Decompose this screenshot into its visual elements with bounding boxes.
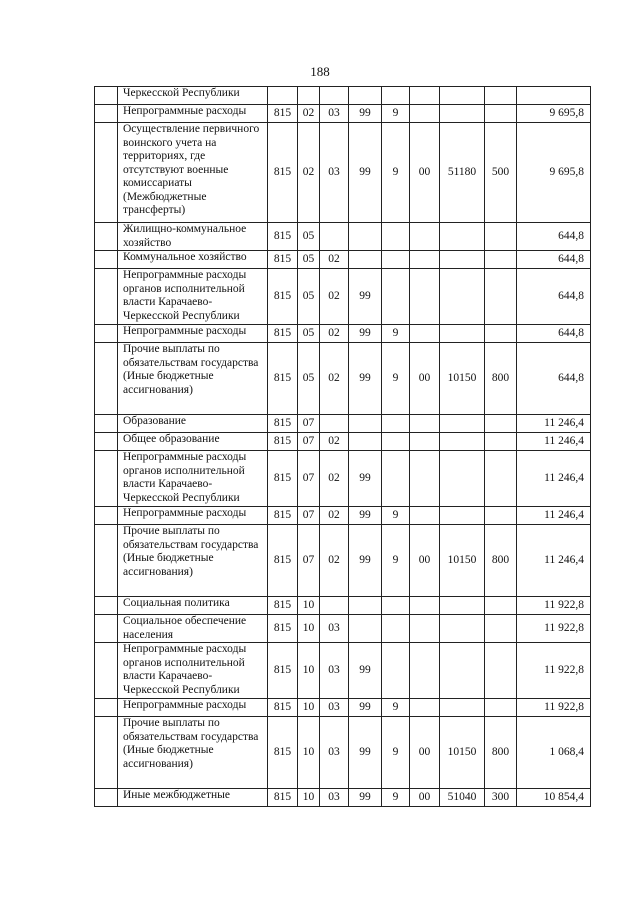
cell-napr [410, 251, 440, 269]
cell-name: Непрограммные расходы [118, 105, 268, 123]
cell-napr: 00 [410, 123, 440, 223]
cell-name: Общее образование [118, 433, 268, 451]
cell-prog [349, 615, 382, 643]
cell-napr: 00 [410, 343, 440, 415]
cell-prog: 99 [349, 325, 382, 343]
cell-rz: 10 [298, 597, 320, 615]
cell-name: Прочие выплаты по обязательствам государства (Иные бюджетные ассигнования) [118, 717, 268, 789]
cell-napr [410, 507, 440, 525]
cell-rz: 07 [298, 525, 320, 597]
cell-rz: 05 [298, 223, 320, 251]
cell-code: 10150 [440, 343, 485, 415]
cell-name: Непрограммные расходы органов исполнительной власти Карачаево-Черкесской Республики [118, 451, 268, 507]
cell-ved: 815 [268, 269, 298, 325]
table-row [95, 87, 591, 105]
cell-name: Образование [118, 415, 268, 433]
cell-code [440, 325, 485, 343]
row-gutter-cell [95, 105, 118, 123]
cell-ved: 815 [268, 415, 298, 433]
cell-subprog: 9 [382, 105, 410, 123]
cell-name: Непрограммные расходы [118, 699, 268, 717]
cell-sum [517, 87, 591, 105]
cell-rz: 10 [298, 643, 320, 699]
cell-pr: 03 [320, 123, 349, 223]
cell-code: 10150 [440, 525, 485, 597]
cell-prog [349, 597, 382, 615]
cell-pr: 03 [320, 105, 349, 123]
cell-pr [320, 223, 349, 251]
cell-rz: 10 [298, 717, 320, 789]
cell-subprog [382, 433, 410, 451]
cell-name: Жилищно-коммунальное хозяйство [118, 223, 268, 251]
row-gutter-cell [95, 789, 118, 807]
cell-subprog [382, 451, 410, 507]
cell-rz: 07 [298, 433, 320, 451]
cell-rz: 07 [298, 507, 320, 525]
cell-code [440, 433, 485, 451]
cell-subprog [382, 269, 410, 325]
cell-name: Непрограммные расходы [118, 507, 268, 525]
cell-ved: 815 [268, 105, 298, 123]
cell-vr [485, 415, 517, 433]
row-gutter-cell [95, 699, 118, 717]
cell-subprog: 9 [382, 325, 410, 343]
cell-subprog: 9 [382, 123, 410, 223]
cell-sum: 11 922,8 [517, 643, 591, 699]
cell-sum: 644,8 [517, 343, 591, 415]
cell-ved: 815 [268, 433, 298, 451]
cell-sum: 10 854,4 [517, 789, 591, 807]
cell-name: Социальное обеспечение населения [118, 615, 268, 643]
cell-prog: 99 [349, 343, 382, 415]
cell-code [440, 451, 485, 507]
cell-napr [410, 325, 440, 343]
cell-prog [349, 223, 382, 251]
cell-napr [410, 451, 440, 507]
cell-vr [485, 223, 517, 251]
cell-subprog [382, 87, 410, 105]
cell-vr [485, 433, 517, 451]
cell-sum: 644,8 [517, 325, 591, 343]
cell-rz: 10 [298, 699, 320, 717]
cell-rz [298, 87, 320, 105]
cell-napr [410, 597, 440, 615]
row-gutter-cell [95, 269, 118, 325]
cell-prog [349, 433, 382, 451]
cell-napr [410, 269, 440, 325]
cell-pr: 02 [320, 433, 349, 451]
cell-prog: 99 [349, 123, 382, 223]
cell-pr: 03 [320, 615, 349, 643]
table-row [95, 451, 591, 507]
cell-prog: 99 [349, 269, 382, 325]
cell-pr [320, 415, 349, 433]
cell-prog: 99 [349, 105, 382, 123]
cell-rz: 10 [298, 615, 320, 643]
table-row [95, 433, 591, 451]
cell-name: Социальная политика [118, 597, 268, 615]
table-row [95, 105, 591, 123]
cell-vr: 300 [485, 789, 517, 807]
cell-pr: 02 [320, 269, 349, 325]
cell-rz: 02 [298, 123, 320, 223]
cell-code [440, 507, 485, 525]
row-gutter-cell [95, 717, 118, 789]
cell-sum: 644,8 [517, 251, 591, 269]
cell-sum: 9 695,8 [517, 123, 591, 223]
cell-code [440, 251, 485, 269]
cell-vr [485, 105, 517, 123]
cell-name: Черкесской Республики [118, 87, 268, 105]
cell-sum: 644,8 [517, 223, 591, 251]
cell-prog [349, 415, 382, 433]
cell-vr [485, 597, 517, 615]
cell-rz: 05 [298, 343, 320, 415]
cell-subprog [382, 615, 410, 643]
cell-subprog [382, 223, 410, 251]
cell-pr [320, 597, 349, 615]
cell-ved: 815 [268, 525, 298, 597]
cell-rz: 02 [298, 105, 320, 123]
cell-pr: 03 [320, 789, 349, 807]
row-gutter-cell [95, 451, 118, 507]
table-row [95, 643, 591, 699]
table-row [95, 415, 591, 433]
cell-prog [349, 87, 382, 105]
cell-napr: 00 [410, 525, 440, 597]
budget-table [94, 86, 591, 807]
cell-pr: 03 [320, 717, 349, 789]
cell-ved: 815 [268, 643, 298, 699]
cell-ved: 815 [268, 789, 298, 807]
cell-code: 51040 [440, 789, 485, 807]
cell-subprog [382, 251, 410, 269]
cell-vr [485, 643, 517, 699]
cell-ved: 815 [268, 123, 298, 223]
cell-napr [410, 223, 440, 251]
cell-sum: 11 246,4 [517, 525, 591, 597]
table-row [95, 325, 591, 343]
cell-vr [485, 87, 517, 105]
cell-pr: 02 [320, 451, 349, 507]
cell-ved: 815 [268, 325, 298, 343]
cell-vr [485, 507, 517, 525]
table-row [95, 223, 591, 251]
table-row [95, 525, 591, 597]
cell-subprog [382, 597, 410, 615]
cell-prog: 99 [349, 717, 382, 789]
cell-name: Непрограммные расходы органов исполнительной власти Карачаево-Черкесской Республики [118, 643, 268, 699]
cell-ved: 815 [268, 251, 298, 269]
cell-subprog: 9 [382, 699, 410, 717]
cell-sum: 11 922,8 [517, 615, 591, 643]
cell-sum: 11 246,4 [517, 507, 591, 525]
cell-code [440, 87, 485, 105]
cell-code [440, 415, 485, 433]
cell-code [440, 615, 485, 643]
cell-rz: 07 [298, 451, 320, 507]
cell-napr: 00 [410, 789, 440, 807]
cell-pr: 02 [320, 507, 349, 525]
cell-code [440, 223, 485, 251]
cell-ved: 815 [268, 451, 298, 507]
cell-ved [268, 87, 298, 105]
cell-rz: 10 [298, 789, 320, 807]
row-gutter-cell [95, 433, 118, 451]
cell-vr: 800 [485, 525, 517, 597]
cell-subprog: 9 [382, 507, 410, 525]
cell-pr: 02 [320, 343, 349, 415]
cell-sum: 11 922,8 [517, 597, 591, 615]
cell-sum: 1 068,4 [517, 717, 591, 789]
cell-subprog [382, 415, 410, 433]
cell-ved: 815 [268, 343, 298, 415]
cell-prog: 99 [349, 789, 382, 807]
cell-vr [485, 325, 517, 343]
cell-rz: 05 [298, 269, 320, 325]
cell-sum: 11 246,4 [517, 415, 591, 433]
row-gutter-cell [95, 415, 118, 433]
cell-napr [410, 643, 440, 699]
row-gutter-cell [95, 325, 118, 343]
cell-prog: 99 [349, 525, 382, 597]
cell-prog: 99 [349, 699, 382, 717]
table-body [95, 87, 591, 807]
row-gutter-cell [95, 223, 118, 251]
cell-vr [485, 269, 517, 325]
cell-rz: 07 [298, 415, 320, 433]
cell-code [440, 105, 485, 123]
cell-name: Осуществление первичного воинского учета на территориях, где отсутствуют военные комиссариаты (Межбюджетные трансферты) [118, 123, 268, 223]
cell-pr: 03 [320, 699, 349, 717]
cell-ved: 815 [268, 507, 298, 525]
cell-name: Прочие выплаты по обязательствам государства (Иные бюджетные ассигнования) [118, 525, 268, 597]
row-gutter-cell [95, 615, 118, 643]
row-gutter-cell [95, 525, 118, 597]
cell-sum: 644,8 [517, 269, 591, 325]
cell-napr [410, 105, 440, 123]
cell-napr [410, 699, 440, 717]
cell-vr: 500 [485, 123, 517, 223]
table-row [95, 615, 591, 643]
row-gutter-cell [95, 251, 118, 269]
cell-rz: 05 [298, 251, 320, 269]
cell-sum: 11 922,8 [517, 699, 591, 717]
cell-rz: 05 [298, 325, 320, 343]
cell-subprog: 9 [382, 789, 410, 807]
cell-sum: 11 246,4 [517, 433, 591, 451]
cell-ved: 815 [268, 615, 298, 643]
cell-vr [485, 615, 517, 643]
cell-name: Прочие выплаты по обязательствам государства (Иные бюджетные ассигнования) [118, 343, 268, 415]
cell-vr [485, 451, 517, 507]
cell-code [440, 597, 485, 615]
cell-code [440, 699, 485, 717]
cell-code: 51180 [440, 123, 485, 223]
cell-napr: 00 [410, 717, 440, 789]
cell-vr [485, 699, 517, 717]
cell-pr: 02 [320, 251, 349, 269]
cell-prog: 99 [349, 643, 382, 699]
cell-vr: 800 [485, 343, 517, 415]
cell-code [440, 269, 485, 325]
cell-ved: 815 [268, 699, 298, 717]
cell-napr [410, 87, 440, 105]
cell-name: Коммунальное хозяйство [118, 251, 268, 269]
cell-subprog: 9 [382, 343, 410, 415]
table-row [95, 717, 591, 789]
cell-sum: 11 246,4 [517, 451, 591, 507]
cell-pr [320, 87, 349, 105]
cell-pr: 02 [320, 525, 349, 597]
cell-code [440, 643, 485, 699]
cell-vr: 800 [485, 717, 517, 789]
cell-name: Непрограммные расходы органов исполнительной власти Карачаево-Черкесской Республики [118, 269, 268, 325]
row-gutter-cell [95, 343, 118, 415]
row-gutter-cell [95, 123, 118, 223]
row-gutter-cell [95, 597, 118, 615]
cell-pr: 02 [320, 325, 349, 343]
table-row [95, 251, 591, 269]
cell-name: Иные межбюджетные [118, 789, 268, 807]
cell-prog [349, 251, 382, 269]
table-row [95, 699, 591, 717]
cell-ved: 815 [268, 717, 298, 789]
cell-sum: 9 695,8 [517, 105, 591, 123]
cell-vr [485, 251, 517, 269]
cell-prog: 99 [349, 507, 382, 525]
table-row [95, 343, 591, 415]
cell-napr [410, 615, 440, 643]
cell-subprog: 9 [382, 717, 410, 789]
cell-prog: 99 [349, 451, 382, 507]
cell-napr [410, 415, 440, 433]
cell-subprog [382, 643, 410, 699]
table-row [95, 597, 591, 615]
cell-subprog: 9 [382, 525, 410, 597]
cell-pr: 03 [320, 643, 349, 699]
row-gutter-cell [95, 507, 118, 525]
cell-ved: 815 [268, 223, 298, 251]
cell-code: 10150 [440, 717, 485, 789]
table-row [95, 507, 591, 525]
page-number: 188 [310, 64, 330, 79]
cell-ved: 815 [268, 597, 298, 615]
row-gutter-cell [95, 87, 118, 105]
cell-name: Непрограммные расходы [118, 325, 268, 343]
table-row [95, 789, 591, 807]
cell-napr [410, 433, 440, 451]
table-row [95, 269, 591, 325]
table-row [95, 123, 591, 223]
row-gutter-cell [95, 643, 118, 699]
